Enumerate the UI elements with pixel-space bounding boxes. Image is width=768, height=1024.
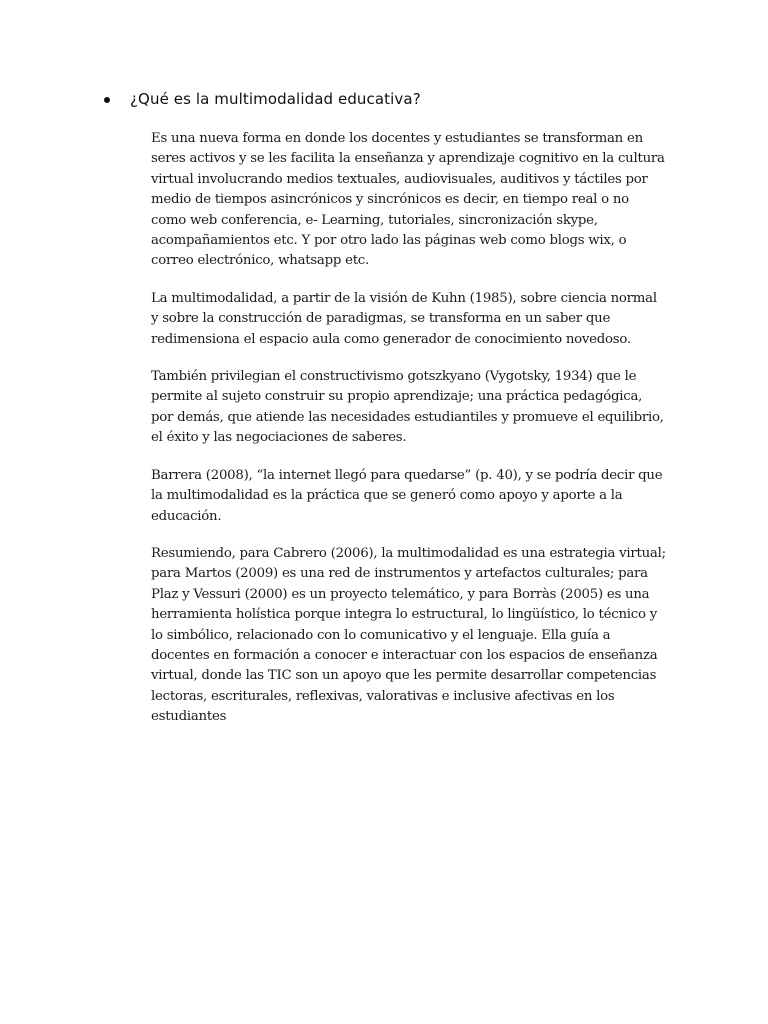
paragraph-summary: Resumiendo, para Cabrero (2006), la multimodalidad es una estrategia virtual; para Martos (2009) es una red de instrumentos y artefactos culturales; para Plaz y Vessuri (2000) es un proyecto telemático, y para Borràs (2005) es una herramienta holística porque integra lo estructural, lo lingüístico, lo técnico y lo simbólico, relacionado con lo comunicativo y el lenguaje. Ella guía a docentes en formación a conocer e interactuar con los espacios de enseñanza virtual, donde las TIC son un apoyo que les permite desarrollar competencias lectoras, escriturales, reflexivas, valorativas e inclusive afectivas en los estudiantes bbox=[151, 545, 666, 725]
section-heading: ¿Qué es la multimodalidad educativa? bbox=[130, 90, 421, 108]
heading-list-item bbox=[104, 90, 421, 108]
paragraph-barrera: Barrera (2008), “la internet llegó para quedarse” (p. 40), y se podría decir que la multimodalidad es la práctica que se generó como apoyo y aporte a la educación. bbox=[151, 467, 663, 524]
paragraph-definition: Es una nueva forma en donde los docentes y estudiantes se transforman en seres activos y se les facilita la enseñanza y aprendizaje cognitivo en la cultura virtual involucrando medios textuales, audiovisuales, auditivos y táctiles por medio de tiempos asincrónicos y sincrónicos es decir, en tiempo real o no como web conferencia, e- Learning, tutoriales, sincronización skype, acompañamientos etc. Y por otro lado las páginas web como blogs wix, o correo electrónico, whatsapp etc. bbox=[151, 131, 665, 269]
document-body bbox=[151, 129, 666, 745]
paragraph-vygotsky: También privilegian el constructivismo gotszkyano (Vygotsky, 1934) que le permite al sujeto construir su propio aprendizaje; una práctica pedagógica, por demás, que atiende las necesidades estudiantiles y promueve el equilibrio, el éxito y las negociaciones de saberes. bbox=[151, 369, 664, 446]
bullet-icon bbox=[104, 97, 110, 103]
paragraph-kuhn: La multimodalidad, a partir de la visión de Kuhn (1985), sobre ciencia normal y sobre la construcción de paradigmas, se transforma en un saber que redimensiona el espacio aula como generador de conocimiento novedoso. bbox=[151, 290, 657, 347]
